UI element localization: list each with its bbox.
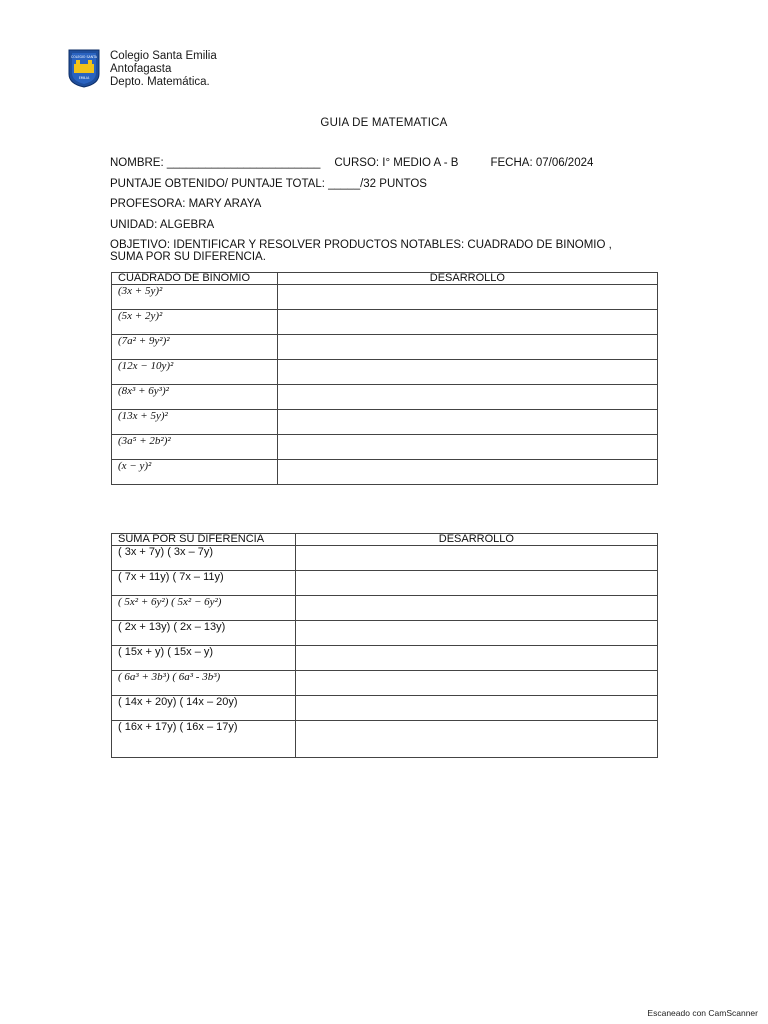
- table-row: [112, 671, 658, 696]
- answer-cell[interactable]: [295, 621, 657, 646]
- fecha-label: FECHA: 07/06/2024: [490, 157, 594, 169]
- school-department: Depto. Matemática.: [110, 76, 210, 88]
- document-title: GUIA DE MATEMATICA: [320, 117, 448, 129]
- table-row: [112, 435, 658, 460]
- answer-cell[interactable]: [277, 285, 657, 310]
- exercise-expression: (13x + 5y)²: [112, 410, 278, 435]
- table-row: [112, 696, 658, 721]
- column-header: DESARROLLO: [295, 534, 657, 546]
- table-header-row: [112, 273, 658, 285]
- exercise-expression: ( 14x + 20y) ( 14x – 20y): [112, 696, 296, 721]
- table-row: [112, 596, 658, 621]
- exercise-expression: ( 6a³ + 3b³) ( 6a³ - 3b³): [112, 671, 296, 696]
- exercise-expression: (5x + 2y)²: [112, 310, 278, 335]
- table-row: [112, 571, 658, 596]
- exercise-expression: ( 15x + y) ( 15x – y): [112, 646, 296, 671]
- table-row: [112, 546, 658, 571]
- answer-cell[interactable]: [295, 696, 657, 721]
- exercise-expression: (3a⁵ + 2b²)²: [112, 435, 278, 460]
- exercise-expression: (8x³ + 6y³)²: [112, 385, 278, 410]
- objetivo-line-1: OBJETIVO: IDENTIFICAR Y RESOLVER PRODUCTOS NOTABLES: CUADRADO DE BINOMIO ,: [110, 239, 612, 251]
- school-city: Antofagasta: [110, 63, 172, 75]
- sum-difference-table: [111, 533, 658, 758]
- answer-cell[interactable]: [277, 360, 657, 385]
- table-row: [112, 621, 658, 646]
- answer-cell[interactable]: [277, 385, 657, 410]
- svg-text:COLEGIO SANTA: COLEGIO SANTA: [71, 55, 97, 59]
- exercise-expression: (7a² + 9y²)²: [112, 335, 278, 360]
- table-row: [112, 360, 658, 385]
- table-row: [112, 385, 658, 410]
- svg-text:EMILIA: EMILIA: [78, 76, 90, 80]
- answer-cell[interactable]: [277, 435, 657, 460]
- nombre-field: NOMBRE: ________________________: [110, 157, 321, 169]
- answer-cell[interactable]: [295, 671, 657, 696]
- exercise-expression: ( 5x² + 6y²) ( 5x² − 6y²): [112, 596, 296, 621]
- exercise-expression: (x − y)²: [112, 460, 278, 485]
- answer-cell[interactable]: [295, 721, 657, 758]
- column-header: SUMA POR SU DIFERENCIA: [112, 534, 296, 546]
- answer-cell[interactable]: [277, 410, 657, 435]
- column-header: CUADRADO DE BINOMIO: [112, 273, 278, 285]
- answer-cell[interactable]: [295, 596, 657, 621]
- table-row: [112, 285, 658, 310]
- objetivo-line-2: SUMA POR SU DIFERENCIA.: [110, 251, 266, 263]
- profesora-line: PROFESORA: MARY ARAYA: [110, 198, 262, 210]
- school-logo: [67, 48, 101, 88]
- exercise-expression: (12x − 10y)²: [112, 360, 278, 385]
- exercise-expression: ( 2x + 13y) ( 2x – 13y): [112, 621, 296, 646]
- answer-cell[interactable]: [295, 546, 657, 571]
- student-line: [110, 157, 593, 169]
- table-row: [112, 721, 658, 758]
- table-row: [112, 646, 658, 671]
- table-row: [112, 335, 658, 360]
- exercise-expression: (3x + 5y)²: [112, 285, 278, 310]
- scanner-watermark: Escaneado con CamScanner: [647, 1008, 758, 1018]
- unidad-line: UNIDAD: ALGEBRA: [110, 219, 215, 231]
- table-row: [112, 410, 658, 435]
- curso-label: CURSO: I° MEDIO A - B: [334, 157, 459, 169]
- table-header-row: [112, 534, 658, 546]
- answer-cell[interactable]: [277, 310, 657, 335]
- answer-cell[interactable]: [295, 571, 657, 596]
- table-row: [112, 460, 658, 485]
- exercise-expression: ( 7x + 11y) ( 7x – 11y): [112, 571, 296, 596]
- answer-cell[interactable]: [277, 460, 657, 485]
- table-row: [112, 310, 658, 335]
- answer-cell[interactable]: [295, 646, 657, 671]
- school-info: [110, 50, 217, 89]
- puntaje-line: PUNTAJE OBTENIDO/ PUNTAJE TOTAL: _____/32 PUNTOS: [110, 178, 427, 190]
- exercise-expression: ( 3x + 7y) ( 3x – 7y): [112, 546, 296, 571]
- binomial-square-table: [111, 272, 658, 485]
- column-header: DESARROLLO: [277, 273, 657, 285]
- exercise-expression: ( 16x + 17y) ( 16x – 17y): [112, 721, 296, 758]
- answer-cell[interactable]: [277, 335, 657, 360]
- school-name: Colegio Santa Emilia: [110, 50, 217, 62]
